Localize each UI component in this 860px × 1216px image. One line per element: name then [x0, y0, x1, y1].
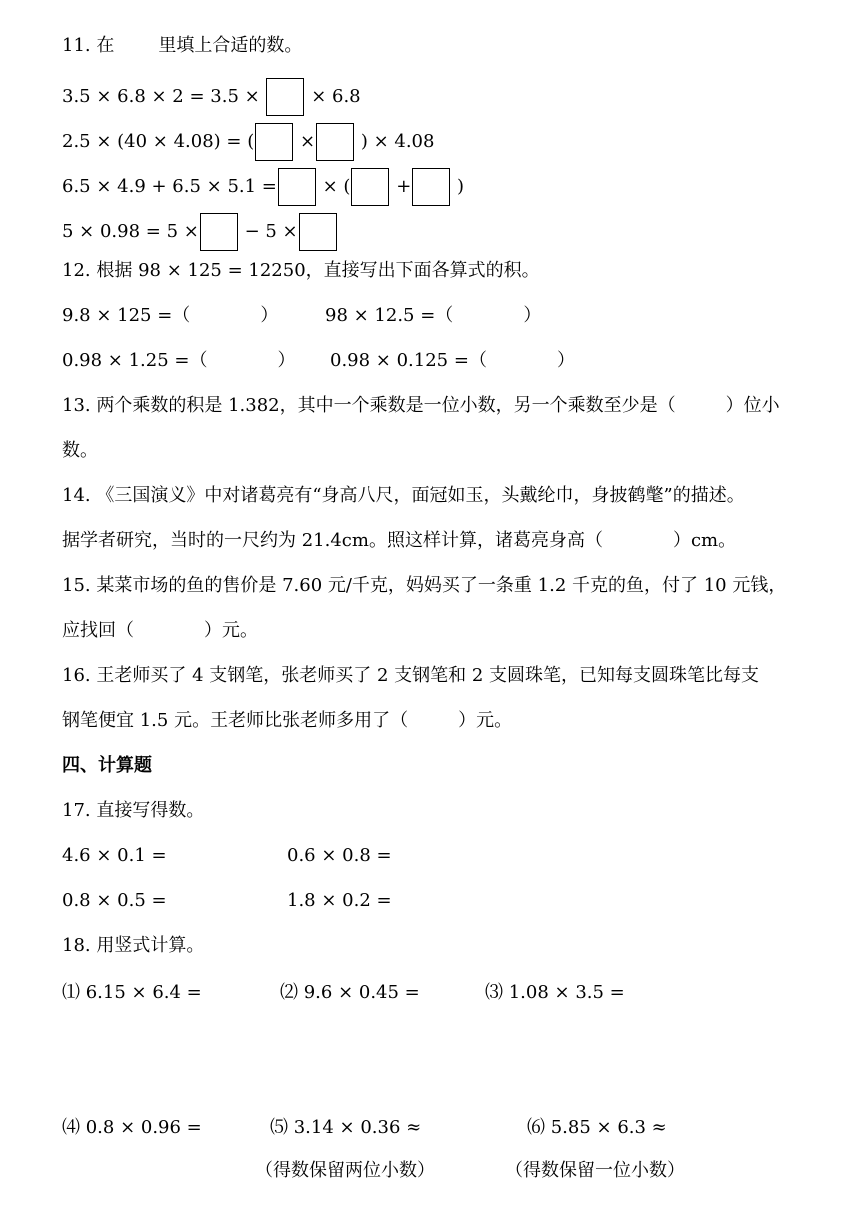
q18-item-3: ⑶ 1.08 × 3.5 = [485, 982, 625, 1003]
section-title: 四、计算题 [62, 755, 152, 776]
q11-title: 11. 在 里填上合适的数。 [62, 35, 303, 56]
q12-title: 12. 根据 98 × 125 = 12250，直接写出下面各算式的积。 [62, 260, 540, 281]
q12-item-d: 0.98 × 0.125 =（ ） [330, 350, 575, 371]
answer-box[interactable] [316, 123, 354, 161]
q17-item-b: 0.6 × 0.8 = [287, 845, 392, 866]
q17-item-d: 1.8 × 0.2 = [287, 890, 392, 911]
q16-line-2: 钢笔便宜 1.5 元。王老师比张老师多用了（ ）元。 [62, 710, 513, 731]
q11-line-3: 6.5 × 4.9 + 6.5 × 5.1 = × ( + ) [62, 168, 464, 206]
q14-line-2: 据学者研究，当时的一尺约为 21.4cm。照这样计算，诸葛亮身高（ ）cm。 [62, 530, 737, 551]
q18-item-1: ⑴ 6.15 × 6.4 = [62, 982, 202, 1003]
q17-item-c: 0.8 × 0.5 = [62, 890, 167, 911]
q18-item-2: ⑵ 9.6 × 0.45 = [280, 982, 420, 1003]
q18-item-5: ⑸ 3.14 × 0.36 ≈ [270, 1117, 422, 1138]
q16-line-1: 16. 王老师买了 4 支钢笔，张老师买了 2 支钢笔和 2 支圆珠笔，已知每支圆珠笔比每支 [62, 665, 760, 686]
answer-box[interactable] [351, 168, 389, 206]
q11-line-4: 5 × 0.98 = 5 × − 5 × [62, 213, 338, 251]
q17-item-a: 4.6 × 0.1 = [62, 845, 167, 866]
q13-line-1: 13. 两个乘数的积是 1.382，其中一个乘数是一位小数，另一个乘数至少是（ ）位小 [62, 395, 780, 416]
q12-item-b: 98 × 12.5 =（ ） [325, 305, 542, 326]
q15-line-1: 15. 某菜市场的鱼的售价是 7.60 元/千克，妈妈买了一条重 1.2 千克的鱼，付了 10 元钱， [62, 575, 787, 596]
q18-title: 18. 用竖式计算。 [62, 935, 205, 956]
answer-box[interactable] [278, 168, 316, 206]
q13-line-2: 数。 [62, 440, 98, 461]
q12-item-a: 9.8 × 125 =（ ） [62, 305, 279, 326]
answer-box[interactable] [266, 78, 304, 116]
q18-item-4: ⑷ 0.8 × 0.96 = [62, 1117, 202, 1138]
q15-line-2: 应找回（ ）元。 [62, 620, 258, 641]
q18-note-5: （得数保留两位小数） [255, 1160, 435, 1181]
q18-item-6: ⑹ 5.85 × 6.3 ≈ [527, 1117, 667, 1138]
q17-title: 17. 直接写得数。 [62, 800, 205, 821]
answer-box[interactable] [412, 168, 450, 206]
q18-note-6: （得数保留一位小数） [505, 1160, 685, 1181]
answer-box[interactable] [200, 213, 238, 251]
q14-line-1: 14. 《三国演义》中对诸葛亮有“身高八尺，面冠如玉，头戴纶巾，身披鹤氅”的描述。 [62, 485, 745, 506]
q12-item-c: 0.98 × 1.25 =（ ） [62, 350, 296, 371]
q11-line-2: 2.5 × (40 × 4.08) = ( × ) × 4.08 [62, 123, 434, 161]
answer-box[interactable] [299, 213, 337, 251]
q11-line-1: 3.5 × 6.8 × 2 = 3.5 × × 6.8 [62, 78, 361, 116]
answer-box[interactable] [255, 123, 293, 161]
